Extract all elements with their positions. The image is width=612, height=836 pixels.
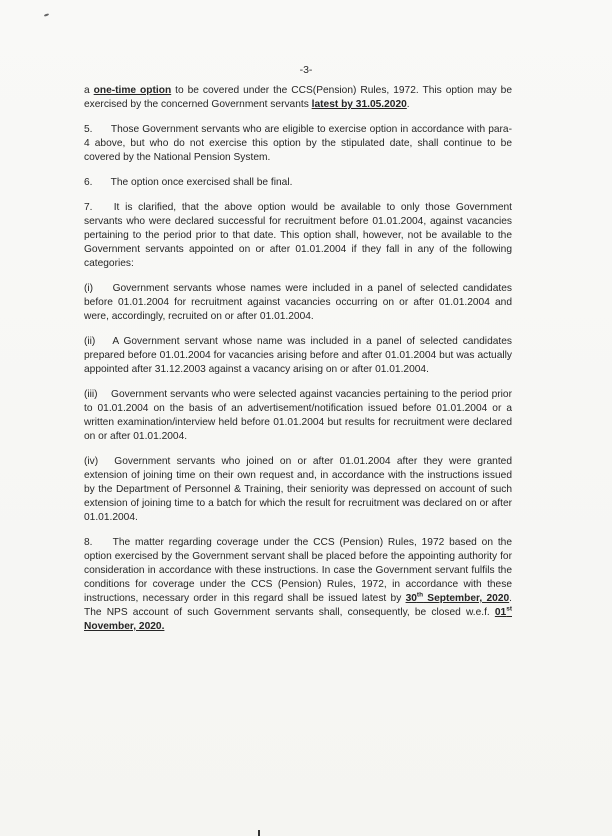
intro-text-a: a [84, 85, 94, 96]
paragraph-number: 7. [84, 202, 93, 213]
list-item-iv [84, 455, 512, 525]
list-item-i [84, 282, 512, 324]
list-item-text: Government servants who were selected against vacancies pertaining to the period prior to 01.01.2004 on the basis of an advertisement/notification issued before 01.01.2004 or a written examination/interview held before 01.01.2004 but results for recruitment were declared on or after 01.01.2004. [84, 389, 512, 442]
paragraph-6 [84, 176, 512, 190]
date-ordinal: th [416, 591, 424, 599]
page-number: -3- [299, 64, 313, 76]
paragraph-text: The option once exercised shall be final. [110, 177, 293, 188]
paragraph-7 [84, 201, 512, 271]
intro-emphasis-deadline: latest by 31.05.2020 [311, 99, 407, 110]
list-item-text: Government servants who joined on or after 01.01.2004 after they were granted extension of joining time on their own request and, in accordance with the instructions issued by the Department of Personnel & Training, their seniority was depressed on account of such extension of joining time to a batch for which the result for recruitment was declared on or after 01.01.2004. [84, 456, 512, 523]
scan-speck [44, 13, 49, 17]
paragraph-text-b: . The NPS account of such Government servants shall, consequently, be closed w.e.f. [84, 593, 513, 618]
scan-edge-mark [258, 830, 260, 836]
paragraph-number: 5. [84, 124, 93, 135]
list-item-number: (i) [84, 283, 94, 294]
list-item-iii [84, 388, 512, 444]
list-item-text: A Government servant whose name was included in a panel of selected candidates prepared before 01.01.2004 for vacancies arising before and after 01.01.2004 but was actually appointed after 31.12.2003 against a vacancy arising on or after 01.01.2004. [84, 336, 512, 375]
paragraph-text: Those Government servants who are eligible to exercise option in accordance with para-4 above, but who do not exercise this option by the stipulated date, shall continue to be covered by the National Pension System. [84, 124, 512, 163]
list-item-number: (iii) [84, 389, 98, 400]
paragraph-intro [84, 84, 512, 112]
paragraph-number: 6. [84, 177, 93, 188]
date-ordinal: st [506, 605, 512, 613]
date-day: 30 [405, 593, 417, 604]
intro-text-c: to be covered under the CCS(Pension) Rules, 1972. This option may be exercised by the concerned Government servants [84, 85, 512, 110]
intro-text-e: . [406, 99, 410, 110]
date-day: 01 [494, 607, 507, 618]
document-body [84, 84, 512, 645]
list-item-ii [84, 335, 512, 377]
date-rest: September, 2020 [423, 593, 510, 604]
paragraph-8 [84, 536, 512, 634]
list-item-number: (ii) [84, 336, 96, 347]
paragraph-text: The matter regarding coverage under the CCS (Pension) Rules, 1972 based on the option exercised by the Government servant shall be placed before the appointing authority for consideration in accordance with these instructions. In case the Government servant fulfils the conditions for coverage under the CCS (Pension) Rules, 1972, in accordance with these instructions, necessary order in this regard shall be issued latest by [84, 537, 512, 604]
paragraph-number: 8. [84, 537, 93, 548]
intro-emphasis-one-time-option: one-time option [93, 85, 172, 96]
date-rest: November, 2020. [84, 621, 165, 632]
deadline-date-order [406, 593, 510, 604]
paragraph-text: It is clarified, that the above option would be available to only those Government servants who were declared successful for recruitment before 01.01.2004, against vacancies pertaining to the period prior to that date. This option shall, however, not be available to the Government servants appointed on or after 01.01.2004 if they fall in any of the following categories: [84, 202, 512, 269]
paragraph-5 [84, 123, 512, 165]
list-item-text: Government servants whose names were included in a panel of selected candidates before 01.01.2004 for recruitment against vacancies occurring on or after 01.01.2004 and were, accordingly, recruited on or after 01.01.2004. [84, 283, 512, 322]
list-item-number: (iv) [84, 456, 99, 467]
